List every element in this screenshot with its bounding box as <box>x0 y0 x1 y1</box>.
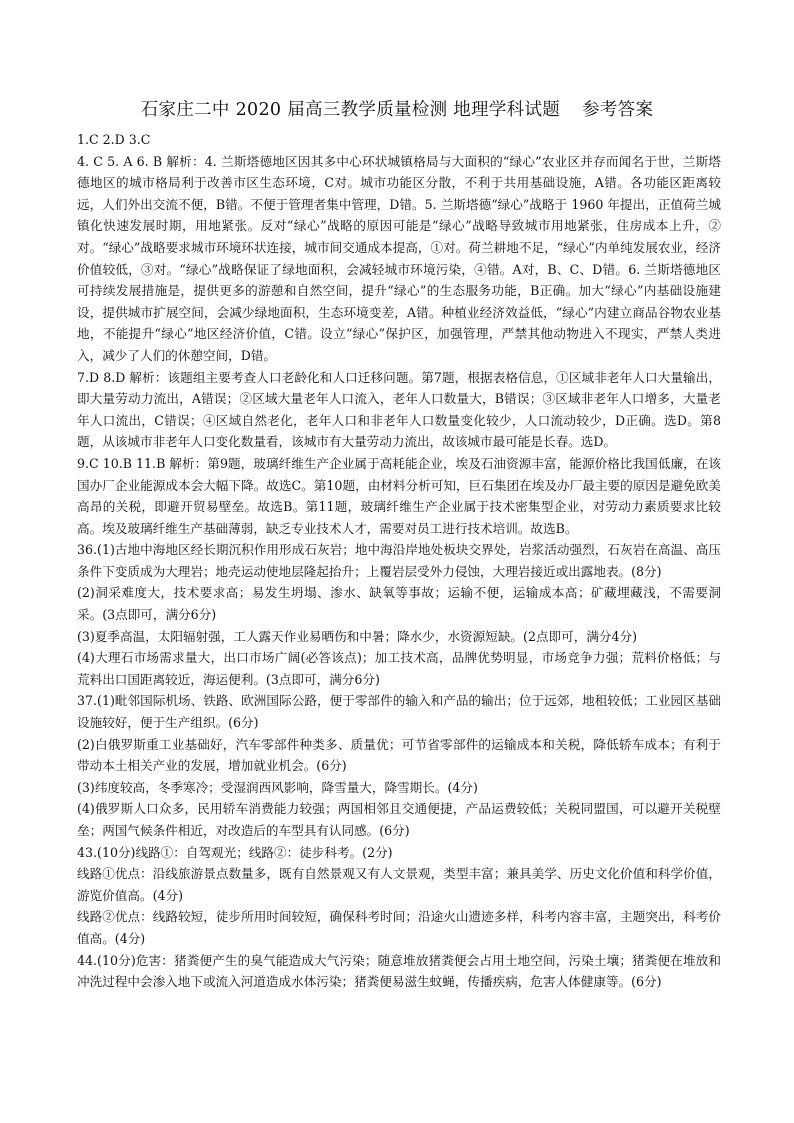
answer-37-3: (3)纬度较高，冬季寒冷；受湿润西风影响，降雪量大，降雪期长。(4分) <box>77 779 478 795</box>
page-title <box>0 96 794 121</box>
answers-1-3: 1.C 2.D 3.C <box>77 132 151 147</box>
answer-43-intro: 43.(10分)线路①：自驾观光；线路②：徒步科考。(2分) <box>77 844 393 860</box>
title-suffix: 参考答案 <box>582 100 654 120</box>
answers-9-11: 9.C 10.B 11.B 解析：第9题，玻璃纤维生产企业属于高耗能企业，埃及石油资源丰富，能源价格比我国低廉，在该国办厂企业能源成本会大幅下降。故选C。第10题，由材料分析可知，巨石集团在埃及办厂最主要的原因是避免欧美高昂的关税，即避开贸易壁垒。故选B。第11题，玻璃纤维生产企业属于技术密集型企业，对劳动力素质要求比较高。埃及玻璃纤维生产基础薄弱，缺乏专业技术人才，需要对员工进行技术培训。故选B。 <box>77 455 721 536</box>
answer-36-2: (2)洞采难度大，技术要求高；易发生坍塌、渗水、缺氧等事故；运输不便，运输成本高；矿藏埋藏浅，不需要洞采。(3点即可，满分6分) <box>77 585 721 623</box>
answer-body <box>77 129 721 993</box>
answer-37-1: 37.(1)毗邻国际机场、铁路、欧洲国际公路，便于零部件的输入和产品的输出；位于远郊，地租较低；工业园区基础设施较好，便于生产组织。(6分) <box>77 693 721 731</box>
answers-7-8: 7.D 8.D 解析：该题组主要考查人口老龄化和人口迁移问题。第7题，根据表格信息，①区域非老年人口大量输出，即大量劳动力流出，A错误；②区域大量老年人口流入，老年人口数量大，B错误；③区域非老年人口增多，大量老年人口流出，C错误；④区域自然老化，老年人口和非老年人口数量变化较少，人口流动较少，D正确。选D。第8题，从该城市非老年人口变化数量看，该城市有大量劳动力流出，故该城市最可能是长春。选D。 <box>77 369 721 450</box>
answer-43-route1: 线路①优点：沿线旅游景点数量多，既有自然景观又有人文景观，类型丰富；兼具美学、历史文化价值和科学价值，游览价值高。(4分) <box>77 866 721 903</box>
answer-37-4: (4)俄罗斯人口众多，民用轿车消费能力较强；两国相邻且交通便捷，产品运费较低；关税同盟国，可以避开关税壁垒；两国气候条件相近，对改造后的车型具有认同感。(6分) <box>77 801 721 838</box>
answer-43-route2: 线路②优点：线路较短，徒步所用时间较短，确保科考时间；沿途火山遗迹多样，科考内容丰富，主题突出，科考价值高。(4分) <box>77 909 721 946</box>
answer-37-2: (2)白俄罗斯重工业基础好，汽车零部件种类多、质量优；可节省零部件的运输成本和关税，降低轿车成本；有利于带动本土相关产业的发展，增加就业机会。(6分) <box>77 736 721 774</box>
answer-36-3: (3)夏季高温，太阳辐射强，工人露天作业易晒伤和中暑；降水少，水资源短缺。(2点即可，满分4分) <box>77 628 638 644</box>
title-main: 石家庄二中 2020 届高三教学质量检测 地理学科试题 <box>140 100 561 120</box>
answer-36-4: (4)大理石市场需求量大，出口市场广阔(必答该点)；加工技术高，品牌优势明显，市场竞争力强；荒料价格低；与荒料出口国距离较近，海运便利。(3点即可，满分6分) <box>77 650 721 687</box>
answer-44: 44.(10分)危害：猪粪便产生的臭气能造成大气污染；随意堆放猪粪便会占用土地空间，污染土壤；猪粪便在堆放和冲洗过程中会渗入地下或流入河道造成水体污染；猪粪便易滋生蚊蝇，传播疾病，危害人体健康等。(6分) <box>77 952 721 990</box>
answer-36-1: 36.(1)古地中海地区经长期沉积作用形成石灰岩；地中海沿岸地处板块交界处，岩浆活动强烈，石灰岩在高温、高压条件下变质成为大理岩；地壳运动使地层隆起抬升；上覆岩层受外力侵蚀，大理岩接近或出露地表。(8分) <box>77 542 721 579</box>
answers-4-6: 4. C 5. A 6. B 解析：4. 兰斯塔德地区因其多中心环状城镇格局与大面积的“绿心”农业区并存而闻名于世，兰斯塔德地区的城市格局利于改善市区生态环境，C对。城市功能区分散，不利于共用基础设施，A错。各功能区距离较远，人们外出交流不便，B错。不便于管理者集中管理，D错。5. 兰斯塔德“绿心”战略于 1960 年提出，正值荷兰城镇化快速发展时期，用地紧张。反对“绿心”战略的原因可能是“绿心”战略导致城市用地紧张，住房成本上升，②对。“绿心”战略要求城市环境环状连接，城市间交通成本提高，①对。荷兰耕地不足，“绿心”内单纯发展农业，经济价值较低，③对。“绿心”战略保证了绿地面积，会减轻城市环境污染，④错。A对，B、C、D错。6. 兰斯塔德地区可持续发展措施是，提供更多的游憩和自然空间，提升“绿心”的生态服务功能，B正确。加大“绿心”内基础设施建设，提供城市扩展空间，会减少绿地面积，生态环境变差，A错。种植业经济效益低，“绿心”内建立商品谷物农业基地，不能提升“绿心”地区经济价值，C错。设立“绿心”保护区，加强管理，严禁其他动物进入不现实，严禁人类进入，减少了人们的休憩空间，D错。 <box>77 153 721 363</box>
